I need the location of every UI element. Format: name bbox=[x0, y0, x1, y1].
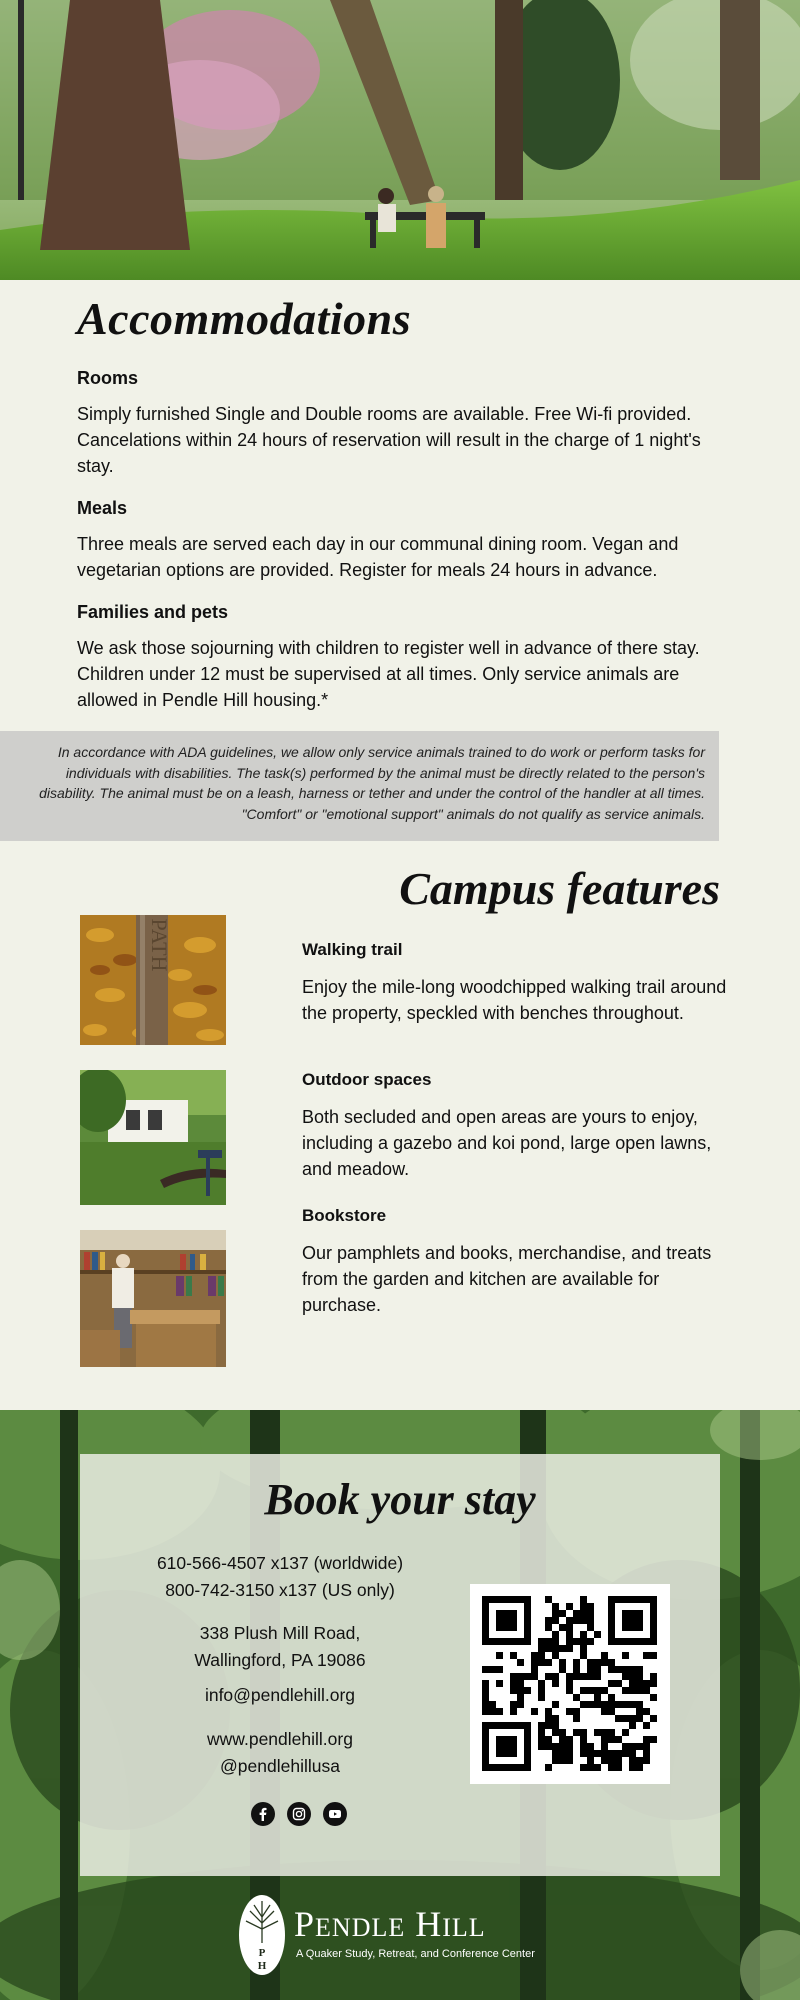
bookstore-feature bbox=[302, 1206, 732, 1318]
meals-text: Three meals are served each day in our communal dining room. Vegan and vegetarian options are provided. Register for meals 24 hours in advance. bbox=[77, 534, 679, 580]
rooms-text: Simply furnished Single and Double rooms are available. Free Wi-fi provided. Cancelations within 24 hours of reservation will result in the charge of 1 night's stay. bbox=[77, 404, 701, 476]
pendle-hill-logo[interactable] bbox=[238, 1893, 558, 1977]
hero-park-photo bbox=[0, 0, 800, 280]
meals-section bbox=[77, 498, 732, 583]
instagram-icon[interactable] bbox=[287, 1802, 311, 1826]
book-your-stay-card bbox=[80, 1454, 720, 1876]
qr-code[interactable] bbox=[470, 1584, 670, 1784]
meals-heading: Meals bbox=[77, 498, 128, 518]
accommodations-title: Accommodations bbox=[77, 293, 412, 344]
rooms-section bbox=[77, 368, 732, 479]
address bbox=[100, 1620, 460, 1674]
phone-numbers bbox=[100, 1550, 460, 1604]
address-line1: 338 Plush Mill Road, bbox=[199, 1623, 361, 1643]
social-handle[interactable]: @pendlehillusa bbox=[220, 1756, 340, 1776]
families-pets-heading: Families and pets bbox=[77, 602, 229, 622]
walking-trail-feature bbox=[302, 940, 732, 1026]
walking-trail-heading: Walking trail bbox=[302, 940, 403, 959]
youtube-icon[interactable] bbox=[323, 1802, 347, 1826]
path-sign-text: PATH bbox=[147, 918, 172, 972]
campus-features-title: Campus features bbox=[399, 863, 720, 914]
web-links bbox=[100, 1726, 460, 1780]
outdoor-spaces-heading: Outdoor spaces bbox=[302, 1070, 432, 1089]
rooms-heading: Rooms bbox=[77, 368, 139, 388]
walking-trail-photo bbox=[80, 915, 226, 1045]
email-link[interactable]: info@pendlehill.org bbox=[204, 1685, 356, 1705]
bookstore-heading: Bookstore bbox=[302, 1206, 387, 1225]
families-pets-section bbox=[77, 602, 732, 713]
social-icons bbox=[251, 1802, 347, 1826]
tree-emblem-icon bbox=[238, 1893, 286, 1977]
logo-tagline: A Quaker Study, Retreat, and Conference Center bbox=[296, 1948, 535, 1960]
families-pets-text: We ask those sojourning with children to register well in advance of there stay. Children under 12 must be supervised at all times. Only service animals are allowed in Pendle Hill housing.* bbox=[77, 638, 700, 710]
outdoor-spaces-feature bbox=[302, 1070, 732, 1182]
logo-wordmark: PENDLE HILL bbox=[294, 1904, 486, 1944]
address-line2: Wallingford, PA 19086 bbox=[194, 1650, 366, 1670]
walking-trail-text: Enjoy the mile-long woodchipped walking trail around the property, speckled with benches throughout. bbox=[302, 977, 727, 1023]
phone-worldwide-link[interactable]: 610-566-4507 x137 (worldwide) bbox=[156, 1553, 404, 1573]
svg-text:P: P bbox=[258, 1947, 266, 1959]
ada-service-animal-note: In accordance with ADA guidelines, we allow only service animals trained to do work or perform tasks for individuals with disabilities. The task(s) performed by the animal must be directly related to the person's disability. The animal must be on a leash, harness or tether and under the control of the handler at all times. "Comfort" or "emotional support" animals do not qualify as service animals. bbox=[0, 731, 719, 841]
website-link[interactable]: www.pendlehill.org bbox=[207, 1729, 353, 1749]
book-your-stay-title: Book your stay bbox=[264, 1475, 536, 1524]
outdoor-spaces-text: Both secluded and open areas are yours to enjoy, including a gazebo and koi pond, large open lawns, and meadow. bbox=[302, 1107, 712, 1179]
outdoor-spaces-photo bbox=[80, 1070, 226, 1205]
svg-text:H: H bbox=[257, 1960, 267, 1972]
facebook-icon[interactable] bbox=[251, 1802, 275, 1826]
bookstore-text: Our pamphlets and books, merchandise, and treats from the garden and kitchen are available for purchase. bbox=[302, 1243, 712, 1315]
phone-us-link[interactable]: 800-742-3150 x137 (US only) bbox=[165, 1580, 395, 1600]
bookstore-photo bbox=[80, 1230, 226, 1367]
